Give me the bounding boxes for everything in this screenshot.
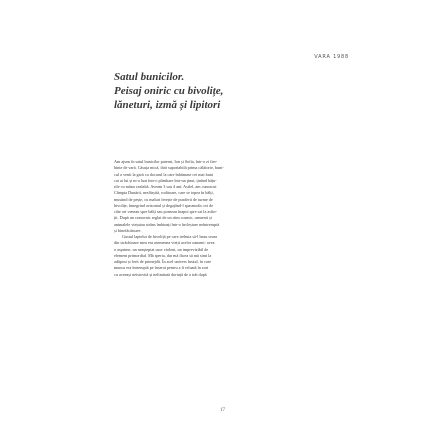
text-line: Am ajuns în satul bunicilor paterni, Ion și Sofia, într-o zi fier- [114,159,218,164]
text-line: cai ai lui și m-a luat într-o plimbare într-un ţinut, ținând hățu- [114,177,217,183]
running-head: VARA 1988 [314,54,349,60]
text-line: cu aceeași neistovită și nelimitată dorință de a trăi după [114,271,207,277]
chapter-title-line: Peisaj oniric cu bivolițe, [114,85,224,97]
text-line: rile cu mâna cealaltă. Aveam 3 sau 4 ani. Astfel, am cunoscut [114,184,217,189]
text-line: element primordial. Mă speria, dar mă făcea să mă simt la [114,252,212,258]
text-line: o asprime, un neașteptat usor violent, un imprevizibil de [114,246,209,252]
text-line: mustind de pește, cu maluri ferește de pusderii de turme de [114,196,213,202]
chapter-title-line: lăneturi, izmă și lipitori [114,99,221,111]
paragraph [114,159,331,234]
chapter-title-line: Satul bunicilor. [114,71,185,83]
text-line: țit. După un ceasornic reglat de un ritm cosmic, oamenii și [114,215,212,221]
page-number: 17 [220,408,225,413]
paragraph [114,234,331,278]
body-text [114,159,331,278]
text-line: Gustul laptelui de bivoliță pe care trebuia să-l beau seara [122,234,217,239]
text-line: din străchinare mea era asemenea vieții acelor oameni: avea [114,240,215,246]
text-line: Câmpia Dunării, nesfârșită, roditoare, care se topea în bălți, [114,190,214,196]
text-line: și binefăcătoare. [114,227,142,233]
text-line: adăpost și ferit de primejdii. În acel univers brutal, în care [114,259,211,264]
text-line: munca era întreruptă pe înserat pentru a fi reluată în zori [114,265,209,271]
text-line: cul a venit la gară cu docarul la care înhămase cei mai buni [114,171,214,177]
text-line: bivolițe, înnegrind orizontul și degajând-l spasmodic ori de [114,202,214,208]
text-line: binte de vară. Căsuța mică, fără suportabilă prima călătorie, buni- [114,165,224,171]
text-line: animalele viețuiau strâns îmbinați într-o încleștare neîntreruptă [114,221,220,227]
text-line: câte ori veneau spre bălți sau porneau înapoi spre sat la asfin- [114,209,217,214]
chapter-title [114,70,334,112]
